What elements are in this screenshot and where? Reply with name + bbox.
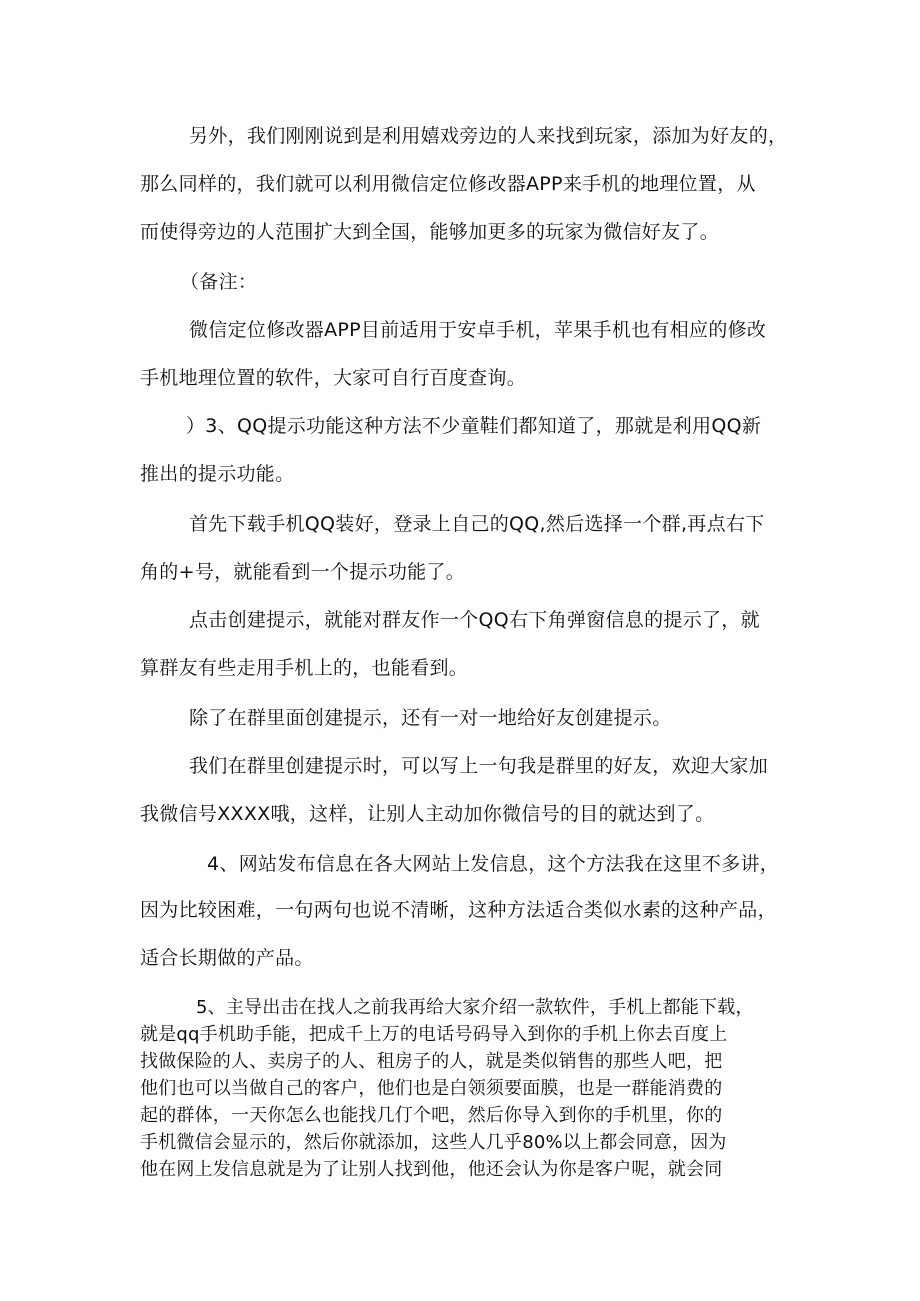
text-line: 微信定位修改器APP目前适用于安卓手机，苹果手机也有相应的修改 — [189, 319, 767, 341]
text-line: 算群友有些走用手机上的，也能看到。 — [140, 657, 469, 679]
text-line: 除了在群里面创建提示，还有一对一地给好友创建提示。 — [189, 707, 672, 729]
text-line: 点击创建提示，就能对群友作一个QQ右下角弹窗信息的提示了，就 — [189, 609, 760, 631]
text-line: 手机微信会显示的，然后你就添加，这些人几乎80%以上都会同意，因为 — [140, 1132, 727, 1153]
text-line: （备注： — [180, 271, 258, 293]
text-line: 另外，我们刚刚说到是利用嬉戏旁边的人来找到玩家，添加为好友的， — [189, 125, 788, 147]
text-line: 我们在群里创建提示时，可以写上一句我是群里的好友，欢迎大家加 — [189, 755, 769, 777]
text-line: 推出的提示功能。 — [140, 463, 295, 485]
text-line: 4、网站发布信息在各大网站上发信息，这个方法我在这里不多讲， — [207, 853, 780, 875]
text-line: 我微信号XXXX哦，这样，让别人主动加你微信号的目的就达到了。 — [140, 803, 715, 825]
text-line: 手机地理位置的软件，大家可自行百度查询。 — [140, 367, 527, 389]
text-line: 角的+号，就能看到一个提示功能了。 — [140, 561, 466, 583]
text-line: 适合长期做的产品。 — [140, 947, 314, 969]
text-line: 起的群体，一天你怎么也能找几仃个吧，然后你导入到你的手机里，你的 — [140, 1105, 723, 1126]
text-line: ）3、QQ提示功能这种方法不少童鞋们都知道了，那就是利用QQ新 — [186, 415, 762, 437]
text-line: 他们也可以当做自己的客户，他们也是白领须要面膜，也是一群能消费的 — [140, 1078, 723, 1099]
text-line: 他在网上发信息就是为了让别人找到他，他还会认为你是客户呢，就会同 — [140, 1159, 723, 1180]
text-line: 找做保险的人、卖房子的人、租房子的人，就是类似销售的那些人吧，把 — [140, 1051, 723, 1072]
text-line: 首先下载手机QQ装好，登录上自己的QQ,然后选择一个群,再点右下 — [189, 513, 765, 535]
text-line: 就是qq手机助手能，把成千上万的电话号码导入到你的手机上你去百度上 — [140, 1024, 728, 1045]
text-line: 那么同样的，我们就可以利用微信定位修改器APP来手机的地理位置，从 — [140, 173, 756, 195]
text-line: 而使得旁边的人范围扩大到全国，能够加更多的玩家为微信好友了。 — [140, 221, 720, 243]
text-line: 5、主导出击在找人之前我再给大家介绍一款软件，手机上都能下载， — [196, 997, 754, 1018]
text-line: 因为比较困难，一句两句也说不清晰，这种方法适合类似水素的这种产品， — [140, 899, 777, 921]
